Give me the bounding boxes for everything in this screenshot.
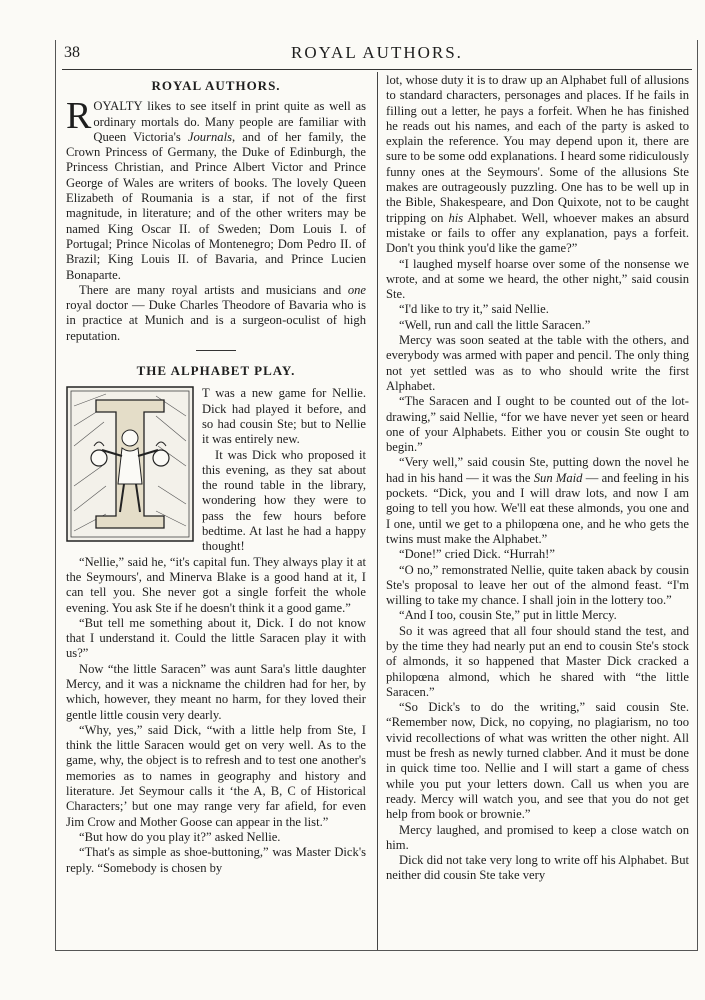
header-rule: [62, 69, 692, 70]
paragraph: “That's as simple as shoe-buttoning,” was Master Dick's reply. “Somebody is chosen by: [66, 845, 366, 875]
running-title: ROYAL AUTHORS.: [291, 43, 463, 62]
paragraph: Now “the little Saracen” was aunt Sara's little daughter Mercy, and it was a nickname the children had for her, by which, however, they meant no harm, for they loved their gentle little cousin very dearly.: [66, 661, 366, 722]
running-head: [62, 40, 692, 70]
paragraph: “Very well,” said cousin Ste, putting down the novel he had in his hand — it was the Sun Maid — and feeling in his pockets. “Dick, you and I will draw lots, and now I am going to tell you how. We'll eat these almonds, you one and I one, until we get to a philopœna one, and he who gets the twins must make the Alphabet.”: [386, 455, 689, 546]
frame-right-rule: [697, 40, 698, 950]
paragraph: lot, whose duty it is to draw up an Alphabet full of allusions to standard characters, personages and places. If he fails in filling out a letter, he pays a forfeit. When he has finished he reads out his names, and each of the party is asked to explain the reference. You may depend upon it, there are sure to be some odd explanations. I heard some ridiculously funny ones at the Seymours'. Some of the allusions Ste makes are outrageously puzzling. One has to be well up in the Bible, Shakespeare, and Don Quixote, not to be caught tripping on his Alphabet. Well, whoever makes an absurd mistake or fails to offer any explanation, pays a forfeit. Don't you think you'd like the game?”: [386, 73, 689, 256]
paragraph: It was Dick who proposed it this evening, as they sat about the round table in the library, wondering how they were to pass the few hours before bedtime. At last he had a happy thought!: [202, 447, 366, 554]
paragraph: “So Dick's to do the writing,” said cousin Ste. “Remember now, Dick, no copying, no plagiarism, no too vivid recollections of what was written the other night. All must be fresh as newly turned clabber. And it must be done in quick time too. Nellie and I will start a game of chess while you put your letters down. Call us when you are ready. Mercy will watch you, and see that you do not get help from book or brownie.”: [386, 700, 689, 822]
paragraph: There are many royal artists and musicians and one royal doctor — Duke Charles Theodore of Bavaria who is in practice at Munich and is a surgeon-oculist of high reputation.: [66, 282, 366, 343]
right-column: [386, 73, 689, 884]
paragraph: Dick did not take very long to write off his Alphabet. But neither did cousin Ste take very: [386, 853, 689, 883]
paragraph: T was a new game for Nellie. Dick had played it before, and so had cousin Ste; but to Nellie it was entirely new.: [66, 386, 366, 447]
article-title-alphabet-play: THE ALPHABET PLAY.: [136, 363, 296, 379]
paragraph: Mercy was soon seated at the table with the others, and everybody was armed with paper and pencil. The only thing not yet settled was as to who should write the first Alphabet.: [386, 333, 689, 393]
section-rule: [196, 350, 236, 351]
frame-bottom-rule: [55, 950, 698, 951]
paragraph: “And I too, cousin Ste,” put in little Mercy.: [399, 608, 617, 623]
drop-cap: R: [66, 95, 92, 138]
paragraph: “Why, yes,” said Dick, “with a little help from Ste, I think the little Saracen would get on very well. As to the game, why, the object is to refresh and to test one another's memories as to names in geography and history and literature. Jet Seymour calls it ‘the A, B, C of Historical Characters;’ but one may range very far afield, for even Jim Crow and Mother Goose can appear in the list.”: [66, 722, 366, 829]
paragraph: “But tell me something about it, Dick. I do not know that I understand it. Could the little Saracen play it with us?”: [66, 615, 366, 661]
article-title-royal-authors: ROYAL AUTHORS.: [151, 78, 281, 93]
paragraph: “Done!” cried Dick. “Hurrah!”: [399, 547, 555, 562]
illustrated-initial-i-icon: [66, 386, 194, 542]
frame-left-rule: [55, 40, 56, 950]
paragraph: “O no,” remonstrated Nellie, quite taken aback by cousin Ste's proposal to leave her out of the almond feast. “I'm willing to take my chance. I shall join in the lottery too.”: [386, 562, 689, 608]
page-number: 38: [64, 44, 80, 61]
paragraph: ROYALTY likes to see itself in print quite as well as ordinary mortals do. Many people are familiar with Queen Victoria's Journals, and of her family, the Crown Princess of Germany, the Duke of Edinburgh, the Princess Christian, and Prince Albert Victor and Prince George of Wales are writers of books. The lovely Queen Elizabeth of Roumania is a star, if not of the first magnitude, in literature; and of the other writers may be named King Oscar II. of Sweden; Dom Louis I. of Portugal; Prince Nicolas of Montenegro; Dom Pedro II. of Brazil; King Louis II. of Bavaria, and Prince Lucien Bonaparte.: [66, 95, 366, 282]
paragraph: “But how do you play it?” asked Nellie.: [79, 829, 281, 844]
left-column: [66, 78, 366, 876]
paragraph: “I laughed myself hoarse over some of the nonsense we wrote, and at some we heard, the other night,” said cousin Ste.: [386, 256, 689, 302]
paragraph: Mercy laughed, and promised to keep a close watch on him.: [386, 822, 689, 852]
paragraph: “The Saracen and I ought to be counted out of the lot-drawing,” said Nellie, “for we have never yet seen or heard one of your Alphabets. Either you or cousin Ste ought to begin.”: [386, 394, 689, 455]
paragraph: “I'd like to try it,” said Nellie.: [399, 302, 549, 317]
paragraph: So it was agreed that all four should stand the test, and by the time they had nearly put an end to cousin Ste's stock of almonds, it so happened that Master Dick cracked a philopœna almond, which he shared with “the little Saracen.”: [386, 623, 689, 699]
paragraph: “Nellie,” said he, “it's capital fun. They always play it at the Seymours', and Minerva Blake is a good hand at it, I can tell you. She never got a single forfeit the whole evening. You ask Ste if he doesn't think it a good game.”: [66, 554, 366, 615]
column-divider: [377, 72, 378, 950]
paragraph: “Well, run and call the little Saracen.”: [399, 317, 591, 332]
decorated-initial: [66, 386, 194, 542]
